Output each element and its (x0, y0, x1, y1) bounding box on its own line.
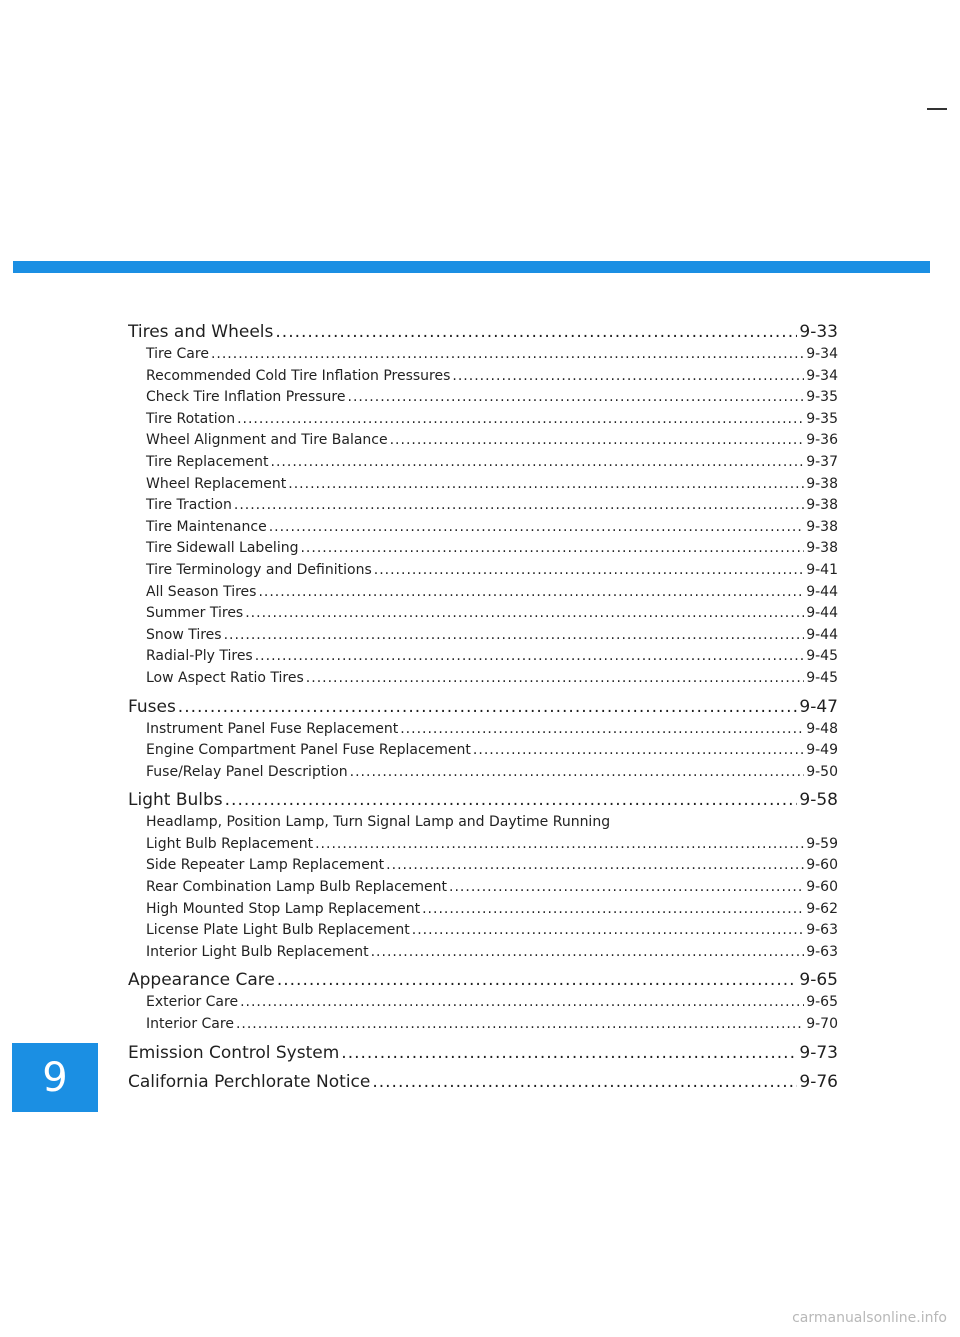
watermark: carmanualsonline.info (792, 1310, 947, 1326)
toc-subsection-entry[interactable] (128, 582, 838, 604)
toc-page-number: 9-58 (799, 790, 838, 811)
toc-page-number: 9-45 (806, 669, 838, 686)
toc-entry-label: Summer Tires (146, 605, 244, 622)
toc-subsection-entry[interactable] (128, 625, 838, 647)
toc-section-entry[interactable] (128, 696, 838, 719)
toc-dot-leader (211, 344, 804, 366)
toc-entry-label: Interior Care (146, 1016, 234, 1033)
toc-entry-label: Radial-Ply Tires (146, 648, 253, 665)
toc-subsection-entry[interactable] (128, 740, 838, 762)
toc-dot-leader (315, 834, 804, 856)
toc-entry-label: Light Bulb Replacement (146, 835, 314, 852)
toc-entry-label: Appearance Care (128, 970, 275, 991)
toc-page-number: 9-34 (806, 367, 838, 384)
toc-subsection-entry[interactable] (128, 538, 838, 560)
toc-dot-leader (258, 582, 804, 604)
toc-entry-label: License Plate Light Bulb Replacement (146, 922, 410, 939)
chapter-number: 9 (42, 1054, 68, 1101)
toc-page-number: 9-35 (806, 389, 838, 406)
toc-page-number: 9-34 (806, 346, 838, 362)
toc-page-number: 9-73 (799, 1042, 838, 1063)
toc-entry-label: Tire Replacement (146, 453, 269, 470)
toc-entry-label: Recommended Cold Tire Inflation Pressures (146, 367, 451, 384)
toc-page-number: 9-63 (806, 943, 838, 960)
toc-page-number: 9-76 (799, 1071, 838, 1092)
toc-page-number: 9-38 (806, 497, 838, 514)
toc-dot-leader (240, 992, 804, 1014)
toc-dot-leader (372, 1071, 797, 1094)
toc-page-number: 9-65 (806, 994, 838, 1011)
toc-page-number: 9-38 (806, 518, 838, 535)
toc-dot-leader (473, 740, 804, 762)
toc-subsection-entry[interactable] (128, 920, 838, 942)
toc-entry-label: High Mounted Stop Lamp Replacement (146, 900, 421, 917)
toc-page-number: 9-50 (806, 763, 838, 780)
toc-entry-label: Wheel Replacement (146, 475, 287, 492)
toc-subsection-entry[interactable] (128, 899, 838, 921)
toc-page-number: 9-37 (806, 453, 838, 470)
toc-dot-leader (400, 719, 804, 741)
chapter-header-bar (13, 261, 930, 273)
toc-dot-leader (237, 409, 804, 431)
toc-section-entry[interactable] (128, 1042, 838, 1065)
toc-page-number: 9-70 (806, 1016, 838, 1033)
toc-page-number: 9-49 (806, 742, 838, 759)
toc-subsection-entry[interactable] (128, 344, 838, 366)
toc-subsection-entry[interactable] (128, 603, 838, 625)
toc-subsection-entry[interactable] (128, 495, 838, 517)
toc-subsection-entry[interactable] (128, 992, 838, 1014)
toc-dot-leader (225, 789, 798, 812)
toc-dot-leader (422, 899, 804, 921)
toc-entry-label: Engine Compartment Panel Fuse Replacement (146, 742, 471, 759)
toc-page-number: 9-60 (806, 857, 838, 874)
toc-subsection-entry[interactable] (128, 452, 838, 474)
toc-entry-label: Tire Care (146, 346, 209, 362)
toc-entry-label: California Perchlorate Notice (128, 1071, 371, 1092)
toc-subsection-entry[interactable] (128, 387, 838, 409)
toc-entry-label: Instrument Panel Fuse Replacement (146, 720, 399, 737)
toc-dot-leader (390, 430, 805, 452)
toc-page-number: 9-36 (806, 432, 838, 449)
toc-dot-leader (269, 517, 805, 539)
toc-page-number: 9-60 (806, 879, 838, 896)
toc-page-number: 9-44 (806, 626, 838, 643)
toc-subsection-entry[interactable] (128, 942, 838, 964)
toc-dot-leader (255, 646, 804, 668)
toc-entry-label: Tire Maintenance (146, 518, 267, 535)
toc-dot-leader (374, 560, 804, 582)
toc-subsection-entry[interactable] (128, 877, 838, 899)
toc-subsection-entry[interactable] (128, 646, 838, 668)
toc-page-number: 9-44 (806, 583, 838, 600)
toc-entry-label: Exterior Care (146, 994, 239, 1011)
toc-page-number: 9-45 (806, 648, 838, 665)
toc-entry-label: Headlamp, Position Lamp, Turn Signal Lamp and Daytime Running (146, 814, 611, 831)
toc-dot-leader (348, 387, 805, 409)
toc-subsection-entry[interactable] (128, 855, 838, 877)
toc-page-number: 9-38 (806, 475, 838, 492)
toc-dot-leader (452, 366, 804, 388)
toc-section-entry[interactable] (128, 789, 838, 812)
table-of-contents (128, 321, 838, 1094)
toc-page-number: 9-44 (806, 605, 838, 622)
toc-subsection-entry[interactable] (128, 812, 838, 834)
toc-entry-label: Snow Tires (146, 626, 222, 643)
toc-entry-label: Tire Terminology and Definitions (146, 561, 372, 578)
toc-dot-leader (306, 668, 804, 690)
toc-section-entry[interactable] (128, 969, 838, 992)
toc-dot-leader (271, 452, 805, 474)
toc-page-number: 9-41 (806, 561, 838, 578)
toc-page-number: 9-62 (806, 900, 838, 917)
toc-dot-leader (275, 321, 797, 344)
toc-page-number: 9-38 (806, 540, 838, 557)
toc-dot-leader (288, 474, 804, 496)
toc-entry-label: Fuse/Relay Panel Description (146, 763, 348, 780)
toc-entry-label: All Season Tires (146, 583, 257, 600)
page-corner-dash (927, 108, 947, 110)
toc-entry-label: Light Bulbs (128, 790, 223, 811)
toc-dot-leader (371, 942, 805, 964)
toc-entry-label: Check Tire Inflation Pressure (146, 389, 346, 406)
toc-page-number: 9-35 (806, 410, 838, 427)
toc-dot-leader (412, 920, 804, 942)
toc-entry-label: Low Aspect Ratio Tires (146, 669, 304, 686)
toc-subsection-entry[interactable] (128, 517, 838, 539)
toc-dot-leader (300, 538, 804, 560)
toc-page-number: 9-47 (799, 696, 838, 717)
toc-dot-leader (236, 1014, 804, 1036)
toc-entry-label: Fuses (128, 696, 176, 717)
toc-entry-label: Tires and Wheels (128, 322, 274, 342)
toc-subsection-entry[interactable] (128, 474, 838, 496)
toc-dot-leader (277, 969, 798, 992)
toc-subsection-entry[interactable] (128, 430, 838, 452)
toc-dot-leader (234, 495, 804, 517)
toc-dot-leader (224, 625, 805, 647)
toc-entry-label: Emission Control System (128, 1042, 340, 1063)
toc-dot-leader (350, 762, 805, 784)
toc-entry-label: Wheel Alignment and Tire Balance (146, 432, 388, 449)
toc-entry-label: Tire Rotation (146, 410, 236, 427)
toc-subsection-entry[interactable] (128, 762, 838, 784)
toc-entry-label: Tire Sidewall Labeling (146, 540, 299, 557)
toc-subsection-entry[interactable] (128, 719, 838, 741)
toc-subsection-entry[interactable] (128, 668, 838, 690)
toc-dot-leader (341, 1042, 797, 1065)
toc-page-number: 9-33 (799, 322, 838, 342)
toc-section-entry[interactable] (128, 321, 838, 344)
toc-entry-label: Tire Traction (146, 497, 232, 514)
chapter-tab[interactable] (12, 1043, 98, 1112)
toc-page-number: 9-48 (806, 720, 838, 737)
toc-entry-label: Side Repeater Lamp Replacement (146, 857, 385, 874)
toc-page-number: 9-59 (806, 835, 838, 852)
toc-page-number: 9-63 (806, 922, 838, 939)
toc-subsection-entry[interactable] (128, 560, 838, 582)
toc-dot-leader (245, 603, 804, 625)
toc-subsection-entry[interactable] (128, 1014, 838, 1036)
toc-dot-leader (178, 696, 798, 719)
toc-entry-label: Rear Combination Lamp Bulb Replacement (146, 879, 448, 896)
toc-page-number: 9-65 (799, 970, 838, 991)
toc-section-entry[interactable] (128, 1071, 838, 1094)
toc-subsection-entry[interactable] (128, 409, 838, 431)
toc-subsection-entry[interactable] (128, 366, 838, 388)
toc-subsection-entry[interactable] (128, 834, 838, 856)
toc-entry-label: Interior Light Bulb Replacement (146, 943, 369, 960)
toc-dot-leader (449, 877, 804, 899)
toc-dot-leader (386, 855, 804, 877)
